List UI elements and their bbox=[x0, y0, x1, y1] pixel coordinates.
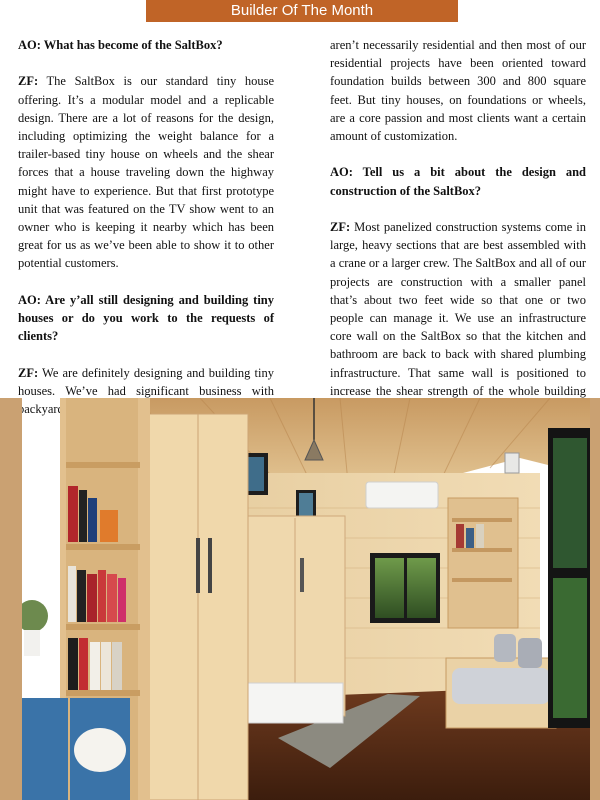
article-column-left bbox=[18, 36, 274, 436]
interview-question: AO: Are y’all still designing and building tiny houses or do you work to the requests of clients? bbox=[18, 292, 274, 344]
speaker-label: ZF: bbox=[18, 365, 39, 380]
answer-text: We are definitely designing and building tiny houses. We’ve had significant business with backyard bbox=[18, 365, 274, 417]
interior-photo bbox=[0, 398, 600, 800]
answer-text: The SaltBox is our standard tiny house offering. It’s a modular model and a replicable design. There are a lot of reasons for the design, including optimizing the weight balance for a trailer-based tiny house on wheels and the shear forces that a house traveling down the highway might have to experience. But that first prototype unit that was featured on the TV show went to an owner who is keeping it nearby which has been great for us as we’ve been able to show it to other potential customers. bbox=[18, 74, 274, 271]
speaker-label: ZF: bbox=[330, 220, 351, 234]
interview-answer bbox=[18, 72, 274, 272]
interview-question: AO: What has become of the SaltBox? bbox=[18, 38, 223, 52]
answer-text: Most panelized construction systems come in large, heavy sections that are best assembled with a crane or a larger crew. The SaltBox and all of our projects are construction with a smaller panel that’s about two feet wide so that one or two people can manage it. We use an infrastructure core wall on the SaltBox so that the kitchen and bathroom are back to back with shared plumbing infrastructure. That same wall is positioned to increase the shear strength of the whole building bbox=[330, 220, 586, 398]
answer-continuation: aren’t necessarily residential and then most of our residential projects have been oriented toward foundation builds between 300 and 800 square feet. But tiny houses, on foundations or wheels, are a core passion and most clients want a certain amount of customization. bbox=[330, 38, 586, 144]
article-column-right bbox=[330, 36, 586, 436]
speaker-label: ZF: bbox=[18, 74, 39, 89]
interview-question: AO: Tell us a bit about the design and construction of the SaltBox? bbox=[330, 165, 586, 198]
section-banner: Builder Of The Month bbox=[146, 0, 458, 22]
interview-answer bbox=[330, 218, 586, 418]
